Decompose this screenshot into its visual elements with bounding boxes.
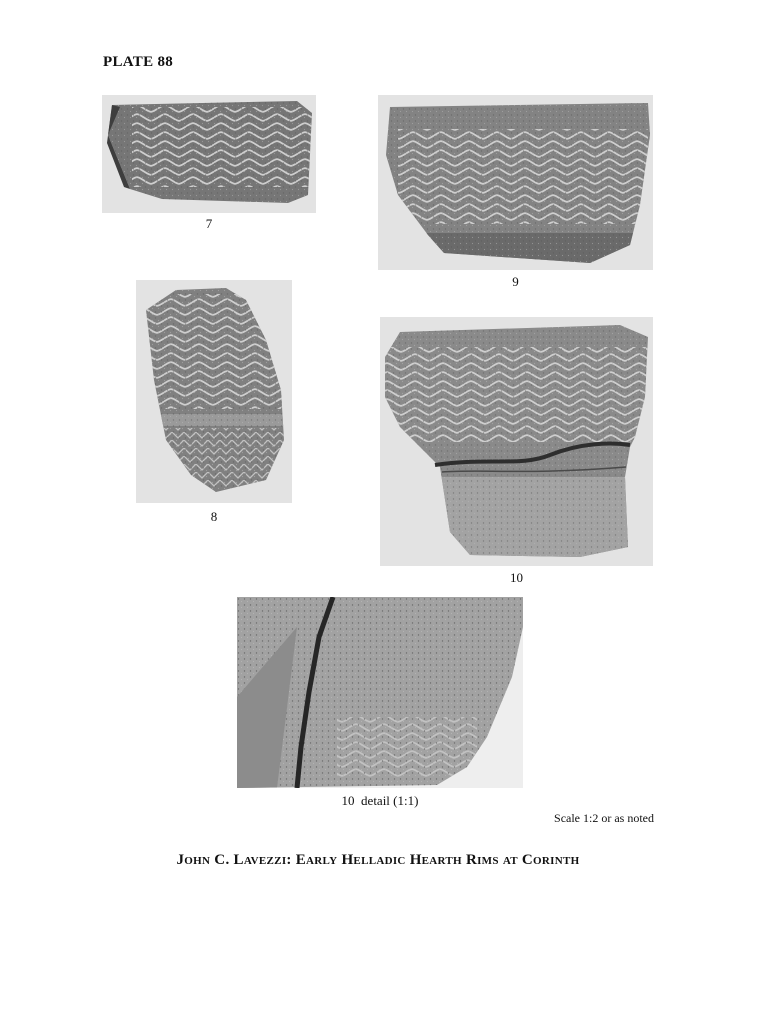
photo-fragment-10-detail: [237, 597, 523, 788]
photo-fragment-10: [380, 317, 653, 566]
photo-fragment-7: [102, 95, 316, 213]
plate-title: PLATE 88: [103, 54, 174, 70]
figure-label-10: 10: [510, 570, 523, 585]
figure-label-9: 9: [512, 274, 519, 289]
figure-label-7: 7: [205, 216, 213, 231]
scale-note: Scale 1:2 or as noted: [554, 811, 654, 825]
plate-caption: John C. Lavezzi: Early Helladic Hearth Rims at Corinth: [176, 852, 580, 868]
photo-fragment-9: [378, 95, 653, 270]
figure-label-10-detail: 10 detail (1:1): [341, 793, 419, 808]
figure-label-8: 8: [210, 509, 218, 524]
photo-fragment-8: [136, 280, 292, 503]
